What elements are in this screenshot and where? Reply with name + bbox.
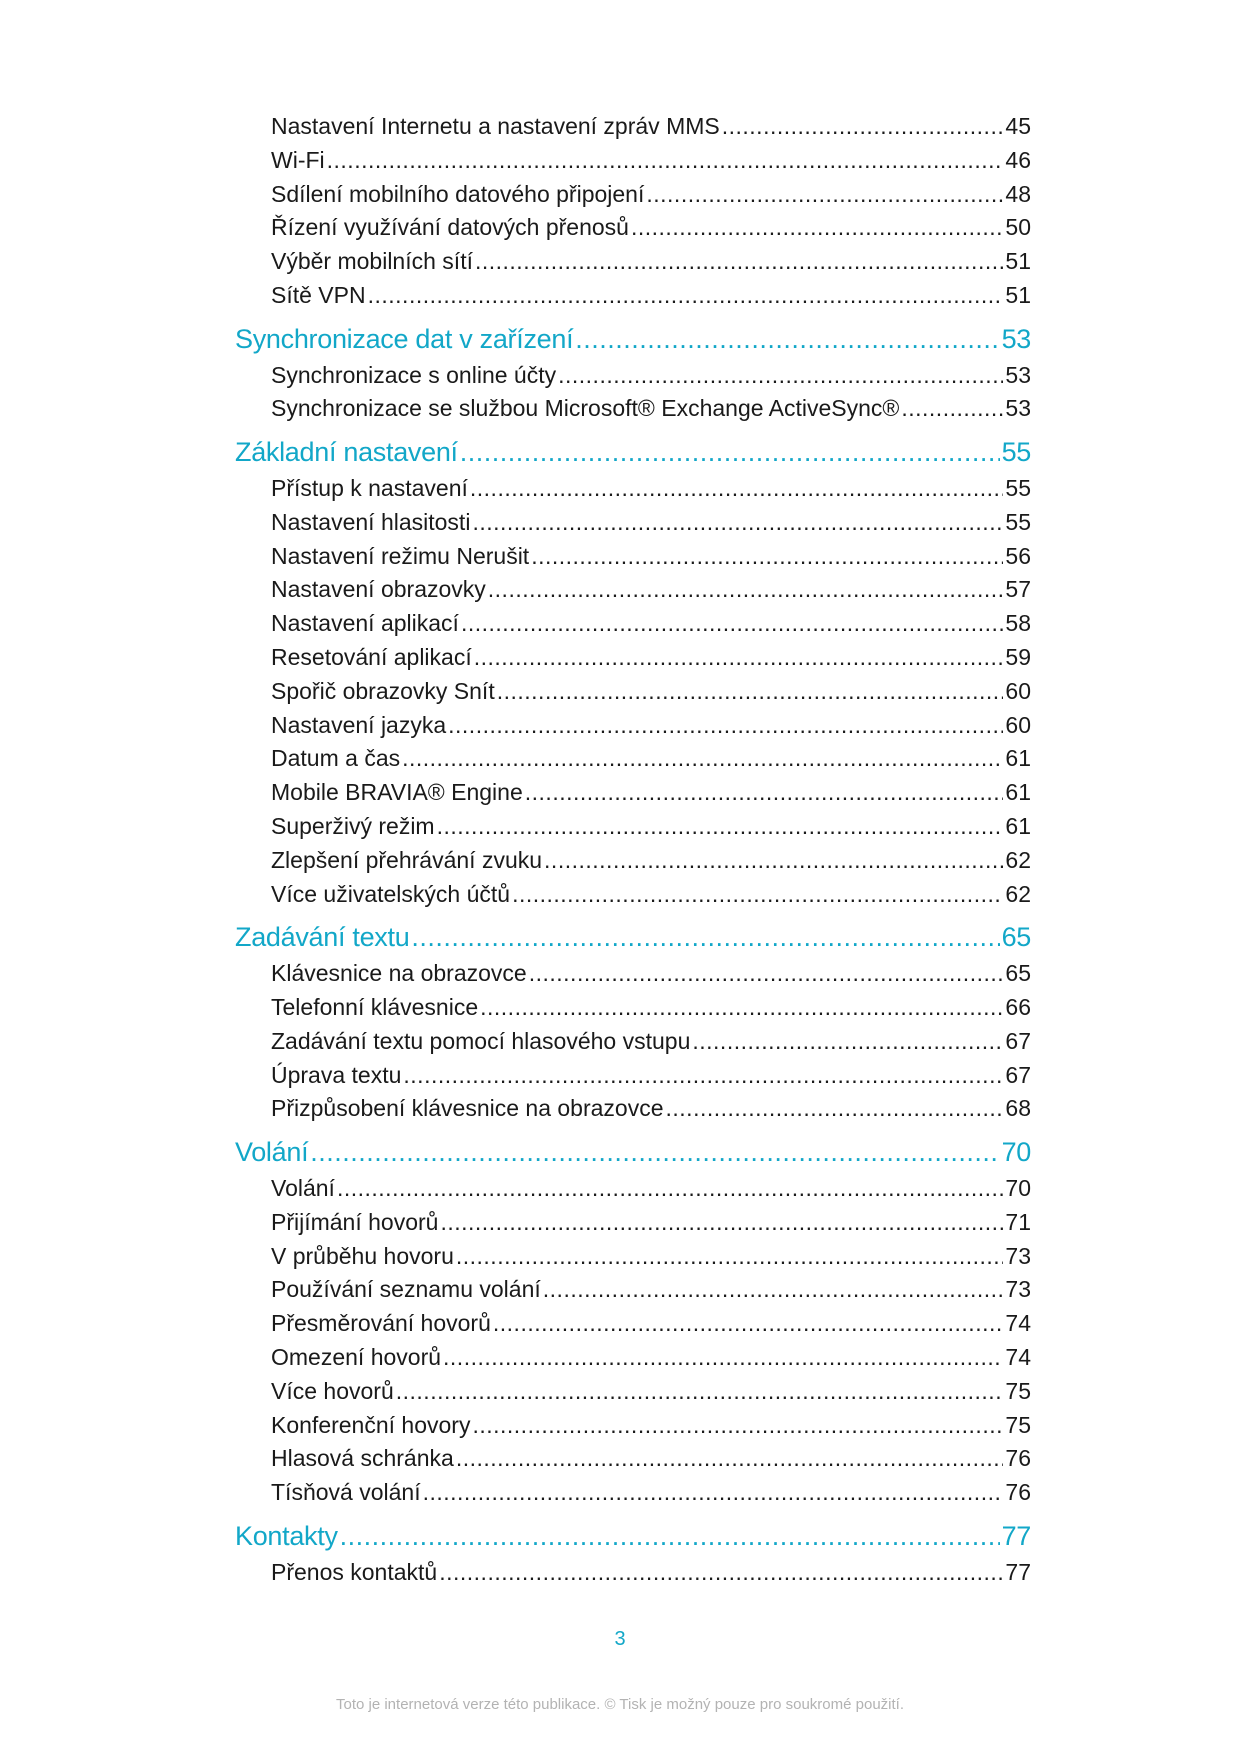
toc-dot-leader xyxy=(558,362,1003,389)
toc-entry-page: 76 xyxy=(1005,1479,1031,1506)
toc-entry-page: 58 xyxy=(1005,610,1031,637)
toc-entry-title: Synchronizace dat v zařízení xyxy=(235,323,574,354)
toc-entry-page: 48 xyxy=(1005,180,1031,207)
toc-entry-page: 50 xyxy=(1005,214,1031,241)
toc-entry-page: 65 xyxy=(1001,922,1031,953)
toc-section-entry[interactable] xyxy=(271,610,1031,637)
toc-dot-leader xyxy=(327,147,1004,174)
toc-entry-page: 74 xyxy=(1005,1310,1031,1337)
toc-entry-title: Tísňová volání xyxy=(271,1479,421,1506)
toc-entry-title: Kontakty xyxy=(235,1521,338,1551)
toc-dot-leader xyxy=(423,1479,1004,1506)
toc-entry-title: Konferenční hovory xyxy=(271,1411,471,1438)
toc-entry-page: 51 xyxy=(1005,282,1031,308)
toc-entry-title: Sítě VPN xyxy=(271,282,366,308)
toc-section-entry[interactable] xyxy=(271,1310,1031,1337)
toc-entry-page: 61 xyxy=(1005,779,1031,806)
toc-entry-page: 65 xyxy=(1005,960,1031,987)
toc-entry-page: 73 xyxy=(1005,1276,1031,1303)
toc-entry-title: Zlepšení přehrávání zvuku xyxy=(271,846,543,873)
toc-entry-title: Volání xyxy=(235,1137,309,1168)
toc-entry-title: V průběhu hovoru xyxy=(271,1242,454,1269)
toc-section-entry[interactable] xyxy=(271,395,1031,422)
toc-dot-leader xyxy=(666,1095,1004,1122)
toc-entry-title: Přizpůsobení klávesnice na obrazovce xyxy=(271,1095,664,1122)
toc-entry-page: 53 xyxy=(1005,395,1031,422)
toc-entry-page: 62 xyxy=(1005,880,1031,907)
toc-entry-title: Přenos kontaktů xyxy=(271,1558,438,1585)
toc-dot-leader xyxy=(461,610,1003,637)
toc-entry-page: 45 xyxy=(1005,113,1031,139)
toc-entry-title: Více hovorů xyxy=(271,1377,394,1404)
toc-section-entry[interactable] xyxy=(271,712,1031,739)
toc-dot-leader xyxy=(488,576,1004,603)
toc-dot-leader xyxy=(340,1521,1000,1552)
footer-note: Toto je internetová verze této publikace. © Tisk je možný pouze pro soukromé použití. xyxy=(335,1696,904,1713)
toc-entry-page: 70 xyxy=(1005,1175,1031,1201)
toc-dot-leader xyxy=(456,1243,1004,1270)
toc-section-entry[interactable] xyxy=(271,248,1031,275)
toc-entry-page: 55 xyxy=(1005,475,1031,501)
toc-entry-title: Klávesnice na obrazovce xyxy=(271,960,527,987)
toc-entry-title: Více uživatelských účtů xyxy=(271,880,511,907)
toc-entry-title: Volání xyxy=(271,1175,335,1201)
toc-dot-leader xyxy=(456,1445,1004,1472)
toc-section-entry[interactable] xyxy=(271,362,1031,389)
toc-entry-page: 73 xyxy=(1005,1242,1031,1269)
toc-entry-title: Nastavení režimu Nerušit xyxy=(271,542,530,569)
toc-section-entry[interactable] xyxy=(271,994,1031,1021)
toc-section-entry[interactable] xyxy=(271,1412,1031,1439)
toc-chapter-entry[interactable] xyxy=(235,922,1031,953)
toc-entry-title: Přístup k nastavení xyxy=(271,475,468,501)
toc-section-entry[interactable] xyxy=(271,1028,1031,1055)
toc-entry-title: Řízení využívání datových přenosů xyxy=(271,214,629,241)
toc-dot-leader xyxy=(470,475,1004,502)
toc-chapter-entry[interactable] xyxy=(235,1521,1031,1552)
toc-chapter-entry[interactable] xyxy=(235,437,1031,468)
toc-dot-leader xyxy=(529,960,1004,987)
toc-entry-page: 46 xyxy=(1005,146,1031,173)
toc-entry-page: 71 xyxy=(1005,1208,1031,1235)
toc-entry-page: 76 xyxy=(1005,1445,1031,1472)
toc-entry-page: 53 xyxy=(1001,323,1031,354)
toc-section-entry[interactable] xyxy=(271,147,1031,174)
toc-dot-leader xyxy=(474,644,1004,671)
toc-section-entry[interactable] xyxy=(271,1276,1031,1303)
toc-chapter-entry[interactable] xyxy=(235,324,1031,355)
toc-entry-page: 77 xyxy=(1001,1521,1031,1551)
toc-section-entry[interactable] xyxy=(271,1209,1031,1236)
toc-entry-page: 67 xyxy=(1005,1027,1031,1054)
toc-entry-page: 55 xyxy=(1005,508,1031,535)
toc-dot-leader xyxy=(472,509,1003,536)
toc-entry-title: Nastavení aplikací xyxy=(271,610,459,637)
toc-entry-page: 68 xyxy=(1005,1095,1031,1122)
toc-dot-leader xyxy=(544,847,1003,874)
toc-entry-page: 75 xyxy=(1005,1411,1031,1438)
toc-section-entry[interactable] xyxy=(271,1479,1031,1506)
toc-entry-page: 67 xyxy=(1005,1061,1031,1088)
toc-section-entry[interactable] xyxy=(271,282,1031,309)
toc-dot-leader xyxy=(448,712,1003,739)
toc-dot-leader xyxy=(337,1175,1003,1202)
toc-dot-leader xyxy=(411,922,999,953)
toc-entry-title: Používání seznamu volání xyxy=(271,1276,541,1303)
toc-entry-page: 75 xyxy=(1005,1377,1031,1404)
toc-entry-page: 70 xyxy=(1001,1137,1031,1168)
toc-entry-title: Telefonní klávesnice xyxy=(271,994,479,1020)
toc-entry-page: 66 xyxy=(1005,994,1031,1020)
toc-dot-leader xyxy=(403,1062,1003,1089)
toc-section-entry[interactable] xyxy=(271,113,1031,140)
toc-dot-leader xyxy=(901,395,1003,422)
toc-entry-page: 77 xyxy=(1005,1558,1031,1585)
toc-section-entry[interactable] xyxy=(271,1378,1031,1405)
toc-entry-page: 56 xyxy=(1005,542,1031,569)
toc-entry-page: 61 xyxy=(1005,745,1031,772)
toc-dot-leader xyxy=(472,1412,1003,1439)
toc-entry-page: 57 xyxy=(1005,576,1031,603)
toc-entry-page: 53 xyxy=(1005,361,1031,388)
toc-section-entry[interactable] xyxy=(271,1559,1031,1586)
toc-dot-leader xyxy=(497,678,1004,705)
toc-dot-leader xyxy=(402,745,1003,772)
page-number: 3 xyxy=(614,1628,626,1650)
toc-section-entry[interactable] xyxy=(271,779,1031,806)
toc-section-entry[interactable] xyxy=(271,745,1031,772)
toc-dot-leader xyxy=(368,282,1004,309)
toc-dot-leader xyxy=(443,1344,1003,1371)
toc-entry-page: 59 xyxy=(1005,644,1031,670)
toc-section-entry[interactable] xyxy=(271,813,1031,840)
toc-chapter-entry[interactable] xyxy=(235,1137,1031,1168)
toc-entry-page: 60 xyxy=(1005,711,1031,738)
toc-entry-page: 74 xyxy=(1005,1344,1031,1370)
toc-dot-leader xyxy=(543,1276,1004,1303)
toc-section-entry[interactable] xyxy=(271,543,1031,570)
toc-entry-title: Superživý režim xyxy=(271,813,435,839)
toc-section-entry[interactable] xyxy=(271,214,1031,241)
toc-section-entry[interactable] xyxy=(271,475,1031,502)
toc-dot-leader xyxy=(531,543,1003,570)
toc-section-entry[interactable] xyxy=(271,644,1031,671)
toc-entry-title: Omezení hovorů xyxy=(271,1344,442,1370)
toc-entry-title: Výběr mobilních sítí xyxy=(271,248,473,275)
toc-section-entry[interactable] xyxy=(271,678,1031,705)
toc-entry-page: 55 xyxy=(1001,437,1031,468)
toc-entry-title: Resetování aplikací xyxy=(271,644,472,670)
toc-dot-leader xyxy=(437,813,1004,840)
toc-section-entry[interactable] xyxy=(271,1243,1031,1270)
toc-entry-title: Přesměrování hovorů xyxy=(271,1310,491,1337)
toc-dot-leader xyxy=(631,214,1003,241)
toc-section-entry[interactable] xyxy=(271,576,1031,603)
toc-entry-page: 60 xyxy=(1005,677,1031,704)
toc-entry-page: 61 xyxy=(1005,813,1031,839)
toc-section-entry[interactable] xyxy=(271,181,1031,208)
toc-dot-leader xyxy=(692,1028,1003,1055)
toc-dot-leader xyxy=(722,113,1004,140)
toc-entry-title: Nastavení jazyka xyxy=(271,711,447,738)
toc-section-entry[interactable] xyxy=(271,960,1031,987)
toc-entry-title: Nastavení Internetu a nastavení zpráv MMS xyxy=(271,113,720,139)
toc-section-entry[interactable] xyxy=(271,1445,1031,1472)
toc-entry-title: Úprava textu xyxy=(271,1061,402,1088)
toc-section-entry[interactable] xyxy=(271,881,1031,908)
toc-dot-leader xyxy=(575,324,999,355)
toc-section-entry[interactable] xyxy=(271,1175,1031,1202)
toc-section-entry[interactable] xyxy=(271,509,1031,536)
toc-section-entry[interactable] xyxy=(271,1062,1031,1089)
toc-dot-leader xyxy=(493,1310,1004,1337)
toc-entry-title: Zadávání textu pomocí hlasového vstupu xyxy=(271,1027,691,1054)
toc-dot-leader xyxy=(440,1209,1003,1236)
toc-entry-title: Synchronizace se službou Microsoft® Exchange ActiveSync® xyxy=(271,395,900,422)
toc-section-entry[interactable] xyxy=(271,1344,1031,1371)
toc-entry-title: Nastavení hlasitosti xyxy=(271,508,471,535)
toc-entry-title: Synchronizace s online účty xyxy=(271,361,557,388)
toc-entry-title: Hlasová schránka xyxy=(271,1445,454,1472)
toc-dot-leader xyxy=(480,994,1003,1021)
toc-dot-leader xyxy=(439,1559,1003,1586)
toc-entry-title: Přijímání hovorů xyxy=(271,1208,439,1235)
toc-entry-title: Zadávání textu xyxy=(235,922,410,953)
toc-entry-page: 62 xyxy=(1005,846,1031,873)
toc-dot-leader xyxy=(310,1137,999,1168)
toc-section-entry[interactable] xyxy=(271,847,1031,874)
toc-dot-leader xyxy=(525,779,1004,806)
toc-entry-title: Sdílení mobilního datového připojení xyxy=(271,180,645,207)
toc-entry-title: Základní nastavení xyxy=(235,437,458,468)
toc-dot-leader xyxy=(396,1378,1004,1405)
toc-dot-leader xyxy=(512,881,1003,908)
toc-entry-title: Spořič obrazovky Snít xyxy=(271,677,495,704)
toc-entry-title: Nastavení obrazovky xyxy=(271,576,486,603)
toc-dot-leader xyxy=(646,181,1003,208)
toc-dot-leader xyxy=(460,437,1000,468)
toc-section-entry[interactable] xyxy=(271,1095,1031,1122)
toc-entry-title: Mobile BRAVIA® Engine xyxy=(271,779,523,806)
toc-entry-title: Datum a čas xyxy=(271,745,401,772)
toc-entry-title: Wi-Fi xyxy=(271,146,325,173)
toc-entry-page: 51 xyxy=(1005,248,1031,275)
toc-dot-leader xyxy=(475,248,1003,275)
